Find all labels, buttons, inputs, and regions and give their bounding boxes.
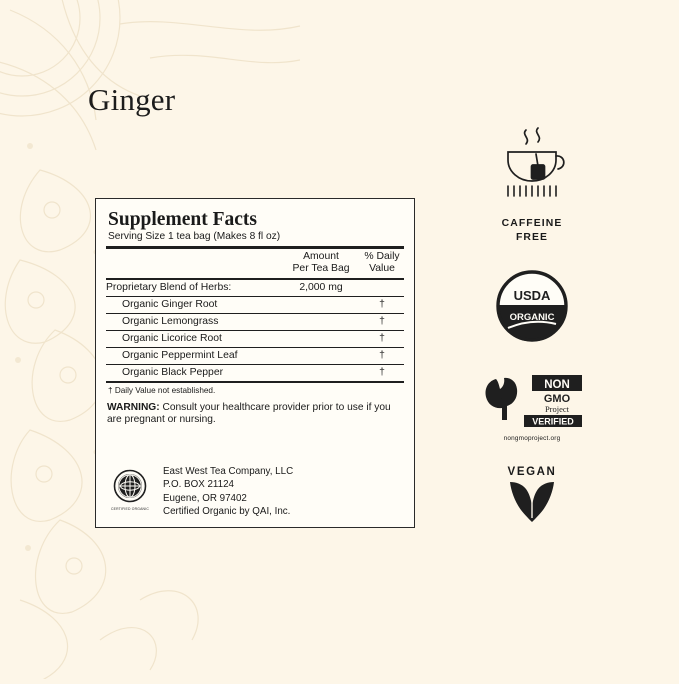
- badge-label-line2: FREE: [515, 231, 549, 243]
- row-daily-value: †: [360, 296, 404, 313]
- row-name: Organic Ginger Root: [106, 296, 282, 313]
- supplement-facts-title: Supplement Facts: [108, 209, 257, 230]
- row-amount: [282, 364, 360, 381]
- warning-label: WARNING:: [107, 401, 160, 413]
- svg-text:CERTIFIED ORGANIC: CERTIFIED ORGANIC: [111, 507, 149, 511]
- nongmo-line2: GMO: [543, 393, 571, 406]
- row-name: Organic Black Pepper: [106, 364, 282, 381]
- company-po-box: P.O. BOX 21124: [163, 479, 234, 491]
- table-row: [106, 296, 404, 313]
- badge-usda-organic: [464, 270, 600, 347]
- row-daily-value: [360, 280, 404, 297]
- vegan-leaf-icon: [464, 478, 600, 527]
- row-amount: [282, 347, 360, 364]
- row-daily-value: †: [360, 313, 404, 330]
- row-daily-value: †: [360, 330, 404, 347]
- nongmo-caption: nongmoproject.org: [503, 435, 561, 443]
- row-daily-value: †: [360, 347, 404, 364]
- header-amount-line1: Amount: [303, 251, 339, 263]
- header-daily-value-cell: [360, 249, 404, 278]
- badge-label-line1: CAFFEINE: [501, 218, 563, 229]
- table-header-row: [106, 249, 404, 278]
- company-name: East West Tea Company, LLC: [163, 466, 294, 478]
- row-amount: [282, 330, 360, 347]
- table-row: [106, 280, 404, 297]
- warning-body: Consult your healthcare provider prior to use if you are pregnant or nursing.: [107, 401, 391, 426]
- nongmo-line4: VERIFIED: [532, 416, 574, 427]
- row-name: Organic Peppermint Leaf: [106, 347, 282, 364]
- supplement-facts-panel: [95, 198, 415, 528]
- serving-size-text: Serving Size 1 tea bag (Makes 8 fl oz): [108, 231, 281, 243]
- row-name: Organic Lemongrass: [106, 313, 282, 330]
- company-city-state-zip: Eugene, OR 97402: [163, 492, 247, 504]
- usda-seal-bottom-text: ORGANIC: [509, 312, 555, 324]
- row-amount: [282, 296, 360, 313]
- page-title: Ginger: [88, 82, 176, 117]
- badge-non-gmo-verified: [464, 373, 600, 442]
- badge-vegan-label: VEGAN: [507, 466, 557, 479]
- table-row: [106, 364, 404, 381]
- company-address-block: [106, 465, 293, 518]
- row-name: Organic Licorice Root: [106, 330, 282, 347]
- company-address-text: [163, 465, 293, 518]
- nongmo-line3: Project: [544, 404, 570, 415]
- row-name: Proprietary Blend of Herbs:: [106, 282, 232, 294]
- company-certification: Certified Organic by QAI, Inc.: [163, 505, 291, 517]
- header-dv-line2: Value: [369, 263, 395, 275]
- daily-value-footnote: † Daily Value not established.: [108, 385, 216, 395]
- supplement-facts-table: [106, 249, 404, 278]
- header-dv-line1: % Daily: [364, 251, 400, 263]
- header-amount-line2: Per Tea Bag: [292, 263, 350, 275]
- badge-caffeine-free: [464, 120, 600, 244]
- table-row: [106, 330, 404, 347]
- table-row: [106, 313, 404, 330]
- header-blank-cell: [106, 249, 282, 278]
- header-amount-cell: [282, 249, 360, 278]
- non-gmo-project-icon: [464, 373, 600, 432]
- row-amount: 2,000 mg: [299, 282, 343, 294]
- usda-seal-top-text: USDA: [513, 288, 551, 304]
- qai-certified-organic-seal-icon: [106, 465, 154, 518]
- badge-column: [460, 120, 600, 527]
- table-row: [106, 347, 404, 364]
- row-amount: [282, 313, 360, 330]
- warning-text-block: [106, 402, 404, 428]
- row-daily-value: †: [360, 364, 404, 381]
- supplement-ingredients-table: [106, 280, 404, 381]
- badge-caffeine-free-label: [464, 217, 600, 244]
- usda-organic-seal-icon: [464, 270, 600, 347]
- badge-vegan: [464, 466, 600, 527]
- teacup-icon: [464, 120, 600, 211]
- nongmo-line1: NON: [544, 379, 570, 392]
